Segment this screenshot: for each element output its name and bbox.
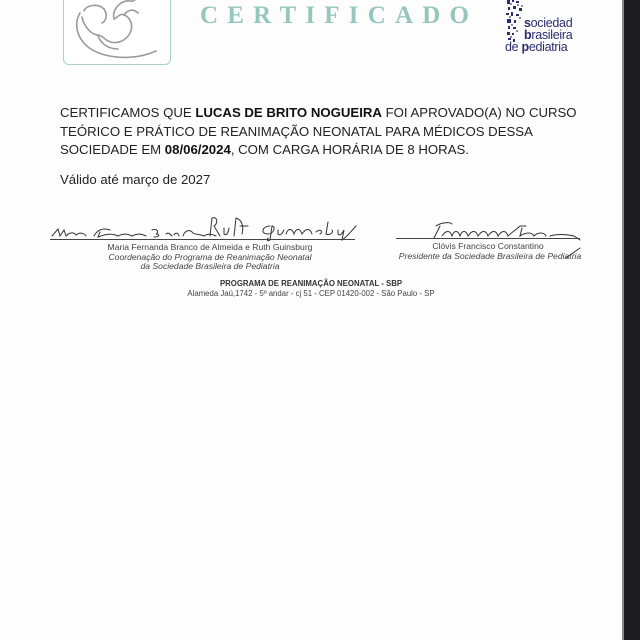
sbp-text-s: s (524, 16, 531, 30)
program-name: PROGRAMA DE REANIMAÇÃO NEONATAL - SBP (219, 279, 403, 288)
left-signature-line (50, 239, 355, 240)
president-name: Clóvis Francisco Constantino (432, 241, 544, 251)
sbp-text-ociedad: ociedad (530, 16, 573, 30)
program-address: Alameda Jaú,1742 - 5º andar - cj 51 - CEP 01420-002 - São Paulo - SP (187, 289, 435, 298)
validity-text: Válido até março de 2027 (60, 172, 211, 187)
course-date: 08/06/2024 (164, 142, 231, 157)
recipient-name: LUCAS DE BRITO NOGUEIRA (195, 105, 382, 120)
statement-intro: CERTIFICAMOS QUE (60, 105, 196, 120)
right-signature-line (396, 238, 580, 239)
coordinators-name: Maria Fernanda Branco de Almeida e Ruth Guinsburg (107, 242, 313, 252)
president-role: Presidente da Sociedade Brasileira de Pediatria (398, 251, 582, 261)
neonatal-logo (63, 0, 171, 65)
certification-statement (60, 104, 580, 160)
sbp-text-de: de (505, 40, 522, 54)
coordinators-role-line2: da Sociedade Brasileira de Pediatria (140, 261, 280, 271)
sbp-text-ediatria: ediatria (528, 40, 568, 54)
dark-side-strip (624, 0, 640, 640)
statement-course: FOI APROVADO(A) NO CURSO TEÓRICO E PRÁTICO DE REANIMAÇÃO NEONATAL PARA MÉDICOS DESSA SOCIEDADE EM (60, 105, 577, 157)
baby-in-hand-icon (64, 0, 170, 64)
sbp-text-b: b (524, 28, 532, 42)
sbp-wordmark (505, 16, 573, 54)
certificate-title: CERTIFICADO (200, 2, 479, 29)
sbp-logo (505, 0, 595, 62)
sbp-text-p: p (521, 40, 529, 54)
coordinator-signatures-icon (48, 212, 358, 242)
statement-hours: , COM CARGA HORÁRIA DE 8 HORAS. (230, 142, 469, 157)
coordinators-role-line1: Coordenação do Programa de Reanimação Neonatal (108, 252, 312, 262)
sbp-text-rasileira: rasileira (531, 28, 573, 42)
